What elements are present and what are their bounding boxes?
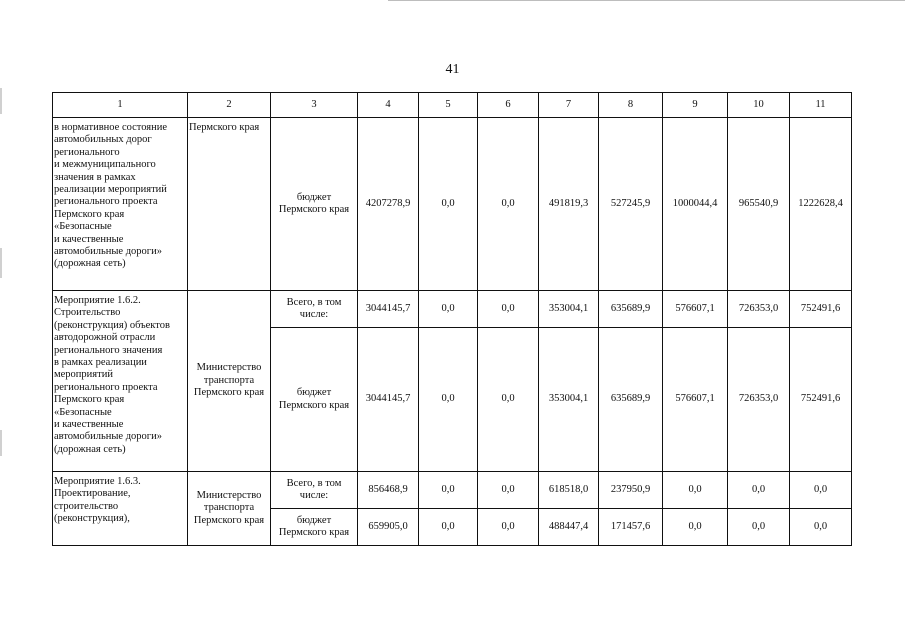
funding-source-cell: Всего, в том числе: <box>271 472 358 509</box>
value-cell: 353004,1 <box>539 291 599 328</box>
value-cell: 0,0 <box>419 328 478 472</box>
table-header-row <box>53 93 852 118</box>
value-cell: 576607,1 <box>663 328 728 472</box>
value-cell: 0,0 <box>478 472 539 509</box>
header-cell-1: 1 <box>53 93 188 118</box>
scan-edge-left-upper <box>0 88 2 114</box>
scan-edge-left-middle <box>0 248 2 278</box>
value-cell: 635689,9 <box>599 328 663 472</box>
value-cell: 1000044,4 <box>663 118 728 291</box>
value-cell: 0,0 <box>663 509 728 546</box>
header-cell-2: 2 <box>188 93 271 118</box>
value-cell: 353004,1 <box>539 328 599 472</box>
funding-source-cell: бюджет Пермского края <box>271 509 358 546</box>
value-cell-total: 3044145,7 <box>358 328 419 472</box>
value-cell: 0,0 <box>728 472 790 509</box>
value-cell: 0,0 <box>419 472 478 509</box>
value-cell-total: 659905,0 <box>358 509 419 546</box>
scan-edge-top <box>388 0 905 1</box>
header-cell-4: 4 <box>358 93 419 118</box>
header-cell-6: 6 <box>478 93 539 118</box>
value-cell: 0,0 <box>419 118 478 291</box>
value-cell: 635689,9 <box>599 291 663 328</box>
header-cell-10: 10 <box>728 93 790 118</box>
value-cell: 0,0 <box>419 291 478 328</box>
funding-source-cell: бюджет Пермского края <box>271 328 358 472</box>
value-cell: 0,0 <box>478 118 539 291</box>
value-cell: 726353,0 <box>728 328 790 472</box>
value-cell: 752491,6 <box>790 328 852 472</box>
executor-cell: Министерство транспорта Пермского края <box>188 472 271 546</box>
value-cell-total: 3044145,7 <box>358 291 419 328</box>
header-cell-11: 11 <box>790 93 852 118</box>
value-cell: 1222628,4 <box>790 118 852 291</box>
value-cell: 0,0 <box>728 509 790 546</box>
header-cell-9: 9 <box>663 93 728 118</box>
activity-name-cell: в нормативное состояние автомобильных дорог регионального и межмуниципального значения в рамках реализации мероприятий регионального проекта Пермского края «Безопасные и качественные автомобильные дороги» (дорожная сеть) <box>53 118 188 291</box>
value-cell-total: 4207278,9 <box>358 118 419 291</box>
value-cell: 0,0 <box>663 472 728 509</box>
value-cell: 0,0 <box>419 509 478 546</box>
value-cell: 237950,9 <box>599 472 663 509</box>
value-cell: 171457,6 <box>599 509 663 546</box>
value-cell: 491819,3 <box>539 118 599 291</box>
value-cell: 618518,0 <box>539 472 599 509</box>
value-cell: 965540,9 <box>728 118 790 291</box>
value-cell: 0,0 <box>790 509 852 546</box>
value-cell: 527245,9 <box>599 118 663 291</box>
value-cell: 0,0 <box>478 291 539 328</box>
header-cell-7: 7 <box>539 93 599 118</box>
table-row <box>53 118 852 291</box>
funding-source-cell: Всего, в том числе: <box>271 291 358 328</box>
scan-edge-left-lower <box>0 430 2 456</box>
header-cell-3: 3 <box>271 93 358 118</box>
executor-cell: Пермского края <box>188 118 271 291</box>
executor-cell: Министерство транспорта Пермского края <box>188 291 271 472</box>
value-cell: 576607,1 <box>663 291 728 328</box>
header-cell-5: 5 <box>419 93 478 118</box>
table-row <box>53 472 852 509</box>
activity-name-cell: Мероприятие 1.6.3. Проектирование, строительство (реконструкция), <box>53 472 188 546</box>
value-cell: 488447,4 <box>539 509 599 546</box>
value-cell-total: 856468,9 <box>358 472 419 509</box>
value-cell: 0,0 <box>478 509 539 546</box>
activity-name-cell: Мероприятие 1.6.2. Строительство (реконструкция) объектов автодорожной отрасли регионального значения в рамках реализации мероприятий регионального проекта Пермского края «Безопасные и качественные автомобильные дороги» (дорожная сеть) <box>53 291 188 472</box>
value-cell: 0,0 <box>478 328 539 472</box>
value-cell: 752491,6 <box>790 291 852 328</box>
table-row <box>53 291 852 328</box>
page-number: 41 <box>445 62 460 77</box>
budget-table <box>52 92 852 546</box>
value-cell: 0,0 <box>790 472 852 509</box>
header-cell-8: 8 <box>599 93 663 118</box>
value-cell: 726353,0 <box>728 291 790 328</box>
funding-source-cell: бюджет Пермского края <box>271 118 358 291</box>
